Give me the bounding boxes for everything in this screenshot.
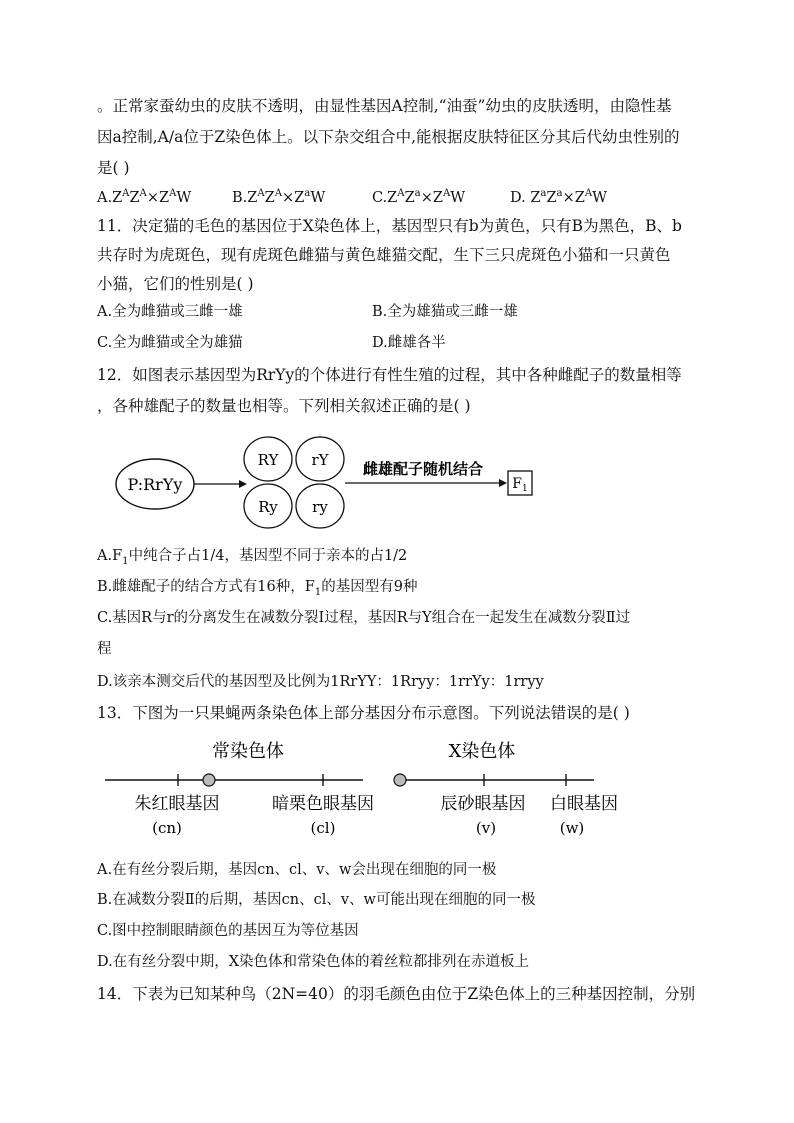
fusion-arrowhead [499,479,507,487]
gamete-label: ry [312,498,328,516]
q10-option-d[interactable]: D. $Z^aZ^a\times Z^AW$ [510,188,608,206]
gene-name: 暗栗色眼基因 [272,794,374,814]
parent-arrowhead [239,480,247,488]
gene-symbol: (cn) [152,819,182,837]
q13-stem-line-1: 13．下图为一只果蝇两条染色体上部分基因分布示意图。下列说法错误的是( ) [97,704,630,722]
q10-option-b[interactable]: $B.Z^AZ^A\times Z^aW$ [232,188,326,206]
q13-option-b[interactable]: B.在减数分裂Ⅱ的后期，基因cn、cl、v、w可能出现在细胞的同一极 [97,892,536,908]
q11-option-a[interactable]: A.全为雌猫或三雌一雄 [97,304,243,320]
q11-option-c[interactable]: C.全为雌猫或全为雄猫 [97,335,243,351]
q10-stem-line-1: 。正常家蚕幼虫的皮肤不透明，由显性基因A控制,“油蚕”幼虫的皮肤透明，由隐性基 [97,97,672,115]
gamete-diagram [105,432,555,532]
x-centromere [394,774,406,786]
gene-name: 辰砂眼基因 [440,794,526,814]
q12-stem-line-1: 12．如图表示基因型为RrYy的个体进行有性生殖的过程，其中各种雌配子的数量相等 [97,366,682,384]
q10-option-c[interactable]: $C.Z^AZ^a\times Z^AW$ [372,188,466,206]
autosome-centromere [203,774,215,786]
q12-option-c-cont: 程 [97,641,112,657]
gene-symbol: (v) [475,819,497,837]
x-chromosome-title: X染色体 [448,741,516,762]
q12-option-b[interactable]: B.雌雄配子的结合方式有16种，$F_1$的基因型有9种 [97,579,418,598]
q13-option-d[interactable]: D.在有丝分裂中期，X染色体和常染色体的着丝粒都排列在赤道板上 [97,954,530,970]
q10-stem-line-2: 因a控制,A/a位于Z染色体上。以下杂交组合中,能根据皮肤特征区分其后代幼虫性别的 [97,128,680,146]
gene-name: 白眼基因 [550,794,618,814]
q12-stem-line-2: ，各种雄配子的数量也相等。下列相关叙述正确的是( ) [97,397,471,415]
q13-option-a[interactable]: A.在有丝分裂后期，基因cn、cl、v、w会出现在细胞的同一极 [97,862,497,878]
q11-option-b[interactable]: B.全为雄猫或三雌一雄 [372,304,518,320]
parent-label: P:RrYy [127,475,183,494]
q11-stem-line-2: 共存时为虎斑色，现有虎斑色雌猫与黄色雄猫交配，生下三只虎斑色小猫和一只黄色 [97,246,671,264]
q14-stem-line-1: 14．下表为已知某种鸟（2N=40）的羽毛颜色由位于Z染色体上的三种基因控制，分别 [97,985,696,1003]
q12-option-c[interactable]: C.基因R与r的分离发生在减数分裂Ⅰ过程，基因R与Y组合在一起发生在减数分裂Ⅱ过 [97,610,631,626]
q11-stem-line-1: 11．决定猫的毛色的基因位于X染色体上，基因型只有b为黄色，只有B为黑色，B、b [97,217,682,235]
q11-option-d[interactable]: D.雌雄各半 [372,335,446,351]
gene-symbol: (w) [559,819,585,837]
q12-option-a[interactable]: $A.F_1$中纯合子占1/4，基因型不同于亲本的占1/2 [97,548,408,567]
gene-symbol: (cl) [310,819,336,837]
gene-name: 朱红眼基因 [134,794,220,814]
chromosome-diagram [100,732,620,844]
gamete-label: Ry [258,498,278,516]
q11-stem-line-3: 小猫，它们的性别是( ) [97,275,254,293]
gamete-label: RY [257,451,279,469]
gamete-label: rY [311,451,329,469]
q10-stem-line-3: 是( ) [97,159,130,177]
autosome-title: 常染色体 [212,741,284,762]
q12-option-d[interactable]: D.该亲本测交后代的基因型及比例为1RrYY：1Rryy：1rrYy：1rryy [97,674,544,690]
offspring-label: $F_1$ [512,476,528,494]
q10-option-a[interactable]: $A.Z^AZ^A\times Z^AW$ [97,188,192,206]
q13-option-c[interactable]: C.图中控制眼睛颜色的基因互为等位基因 [97,923,359,939]
fusion-label: 雌雄配子随机结合 [362,460,484,478]
